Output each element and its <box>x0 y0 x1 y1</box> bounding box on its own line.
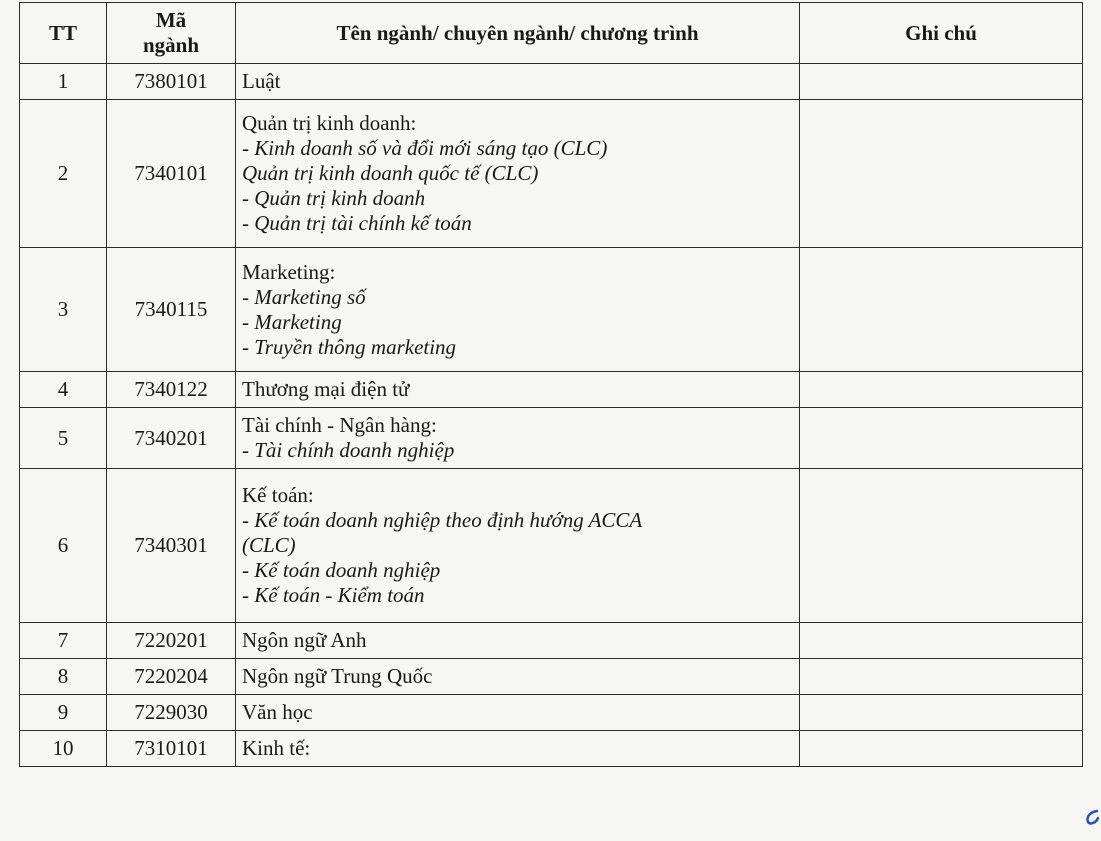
program-name-cell <box>236 64 800 100</box>
program-name-cell <box>236 659 800 695</box>
note-cell <box>800 408 1083 469</box>
programs-table <box>19 2 1083 767</box>
row-number: 7 <box>20 623 107 659</box>
note-cell <box>800 64 1083 100</box>
table-row <box>20 659 1083 695</box>
program-name: Quản trị kinh doanh: <box>242 111 417 135</box>
program-code: 7340201 <box>107 408 236 469</box>
table-row <box>20 372 1083 408</box>
program-code: 7220204 <box>107 659 236 695</box>
program-name: Kinh tế: <box>242 736 311 760</box>
program-code: 7340122 <box>107 372 236 408</box>
row-number: 9 <box>20 695 107 731</box>
pen-mark-icon <box>1084 808 1100 826</box>
table-row <box>20 248 1083 372</box>
header-tt: TT <box>20 3 107 64</box>
specialization-item: - Quản trị tài chính kế toán <box>242 211 472 235</box>
program-name-cell <box>236 469 800 623</box>
note-cell <box>800 100 1083 248</box>
specialization-item: Quản trị kinh doanh quốc tế (CLC) <box>242 161 539 185</box>
specialization-item: - Tài chính doanh nghiệp <box>242 438 455 462</box>
program-name: Tài chính - Ngân hàng: <box>242 413 437 437</box>
header-row <box>20 3 1083 64</box>
program-name: Kế toán: <box>242 483 314 507</box>
header-name: Tên ngành/ chuyên ngành/ chương trình <box>236 3 800 64</box>
header-code <box>107 3 236 64</box>
specialization-item: - Kế toán - Kiểm toán <box>242 583 425 607</box>
program-code: 7340101 <box>107 100 236 248</box>
table-row <box>20 623 1083 659</box>
table-row <box>20 100 1083 248</box>
program-name: Marketing: <box>242 259 336 284</box>
row-number: 1 <box>20 64 107 100</box>
specialization-item: (CLC) <box>242 533 296 557</box>
specialization-item: - Kế toán doanh nghiệp theo định hướng ACCA <box>242 508 643 532</box>
header-note: Ghi chú <box>800 3 1083 64</box>
row-number: 5 <box>20 408 107 469</box>
program-name-cell <box>236 695 800 731</box>
table-row <box>20 731 1083 767</box>
program-code: 7220201 <box>107 623 236 659</box>
specialization-item: - Truyền thông marketing <box>242 334 457 359</box>
header-code-line2: ngành <box>142 33 200 57</box>
program-name-cell <box>236 100 800 248</box>
table-row <box>20 64 1083 100</box>
program-name-cell <box>236 731 800 767</box>
note-cell <box>800 695 1083 731</box>
table-row <box>20 695 1083 731</box>
table-body <box>20 64 1083 767</box>
row-number: 10 <box>20 731 107 767</box>
program-code: 7229030 <box>107 695 236 731</box>
note-cell <box>800 659 1083 695</box>
program-name: Ngôn ngữ Anh <box>242 628 367 652</box>
program-code: 7380101 <box>107 64 236 100</box>
program-code: 7340301 <box>107 469 236 623</box>
program-name: Luật <box>242 69 281 93</box>
program-code: 7340115 <box>107 248 236 372</box>
header-code-line1: Mã <box>155 8 187 32</box>
program-name-cell <box>236 623 800 659</box>
program-name: Thương mại điện tử <box>242 377 410 401</box>
program-code: 7310101 <box>107 731 236 767</box>
note-cell <box>800 731 1083 767</box>
note-cell <box>800 248 1083 372</box>
row-number: 2 <box>20 100 107 248</box>
specialization-item: - Kinh doanh số và đổi mới sáng tạo (CLC) <box>242 136 608 160</box>
table-row <box>20 408 1083 469</box>
program-name-cell <box>236 248 800 372</box>
specialization-item: - Marketing số <box>242 284 366 309</box>
specialization-item: - Quản trị kinh doanh <box>242 186 426 210</box>
specialization-item: - Marketing <box>242 309 342 334</box>
note-cell <box>800 623 1083 659</box>
table-row <box>20 469 1083 623</box>
program-name-cell <box>236 408 800 469</box>
program-name-cell <box>236 372 800 408</box>
row-number: 6 <box>20 469 107 623</box>
row-number: 8 <box>20 659 107 695</box>
row-number: 3 <box>20 248 107 372</box>
note-cell <box>800 469 1083 623</box>
program-name: Ngôn ngữ Trung Quốc <box>242 664 433 688</box>
specialization-item: - Kế toán doanh nghiệp <box>242 558 441 582</box>
note-cell <box>800 372 1083 408</box>
program-name: Văn học <box>242 700 313 724</box>
row-number: 4 <box>20 372 107 408</box>
